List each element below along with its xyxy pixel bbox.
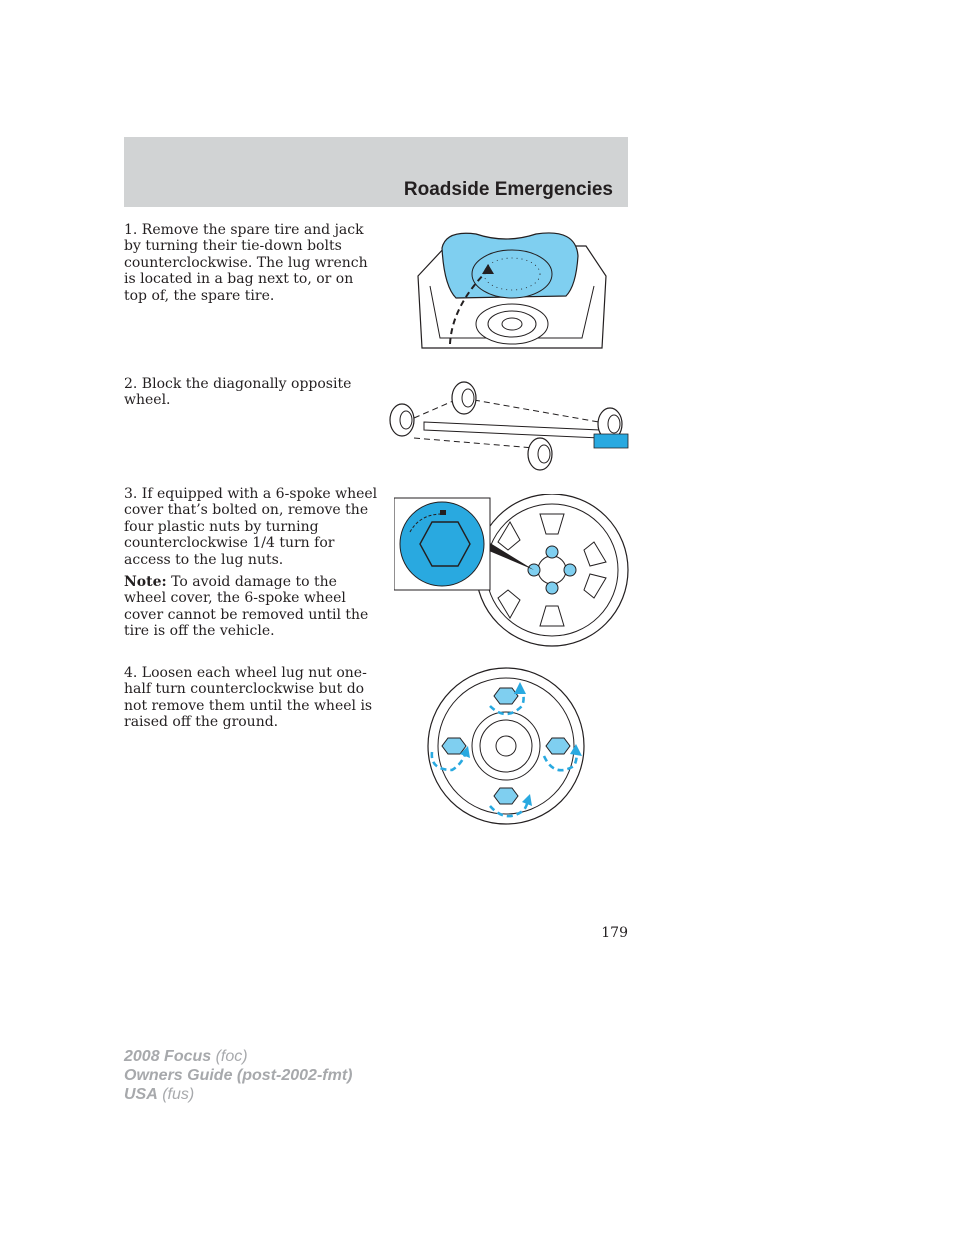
footer-guide: Owners Guide (post-2002-fmt) bbox=[124, 1067, 353, 1084]
step-3-text: 3. If equipped with a 6-spoke wheel cover that’s bolted on, remove the four plastic nuts by turning counterclockwise 1/4 turn for access to the lug nuts. bbox=[124, 486, 378, 568]
step-1-text: 1. Remove the spare tire and jack by turning their tie-down bolts counterclockwise. The lug wrench is located in a bag next to, or on top of, the spare tire. bbox=[124, 222, 368, 304]
footer-line-2 bbox=[124, 1066, 352, 1085]
section-title: Roadside Emergencies bbox=[403, 179, 613, 200]
footer-line-1 bbox=[124, 1047, 352, 1066]
footer-model-code: (foc) bbox=[211, 1048, 248, 1065]
footer-line-3 bbox=[124, 1085, 352, 1104]
step-4-text: 4. Loosen each wheel lug nut one-half turn counterclockwise but do not remove them until the wheel is raised off the ground. bbox=[124, 665, 373, 731]
footer-market: USA bbox=[124, 1086, 158, 1103]
figure-wheel-cover bbox=[394, 494, 630, 648]
footer bbox=[124, 1047, 352, 1104]
footer-model: 2008 Focus bbox=[124, 1048, 212, 1065]
note-paragraph bbox=[124, 574, 380, 640]
footer-market-code: (fus) bbox=[157, 1086, 195, 1103]
figure-block-wheel bbox=[384, 378, 630, 474]
step-2-text: 2. Block the diagonally opposite wheel. bbox=[124, 376, 352, 409]
page-number: 179 bbox=[601, 925, 628, 941]
note-label: Note: bbox=[124, 574, 167, 590]
header-band bbox=[124, 137, 628, 207]
figure-lug-nuts bbox=[426, 666, 590, 830]
figure-spare-tire-trunk bbox=[416, 226, 608, 352]
note-text: To avoid damage to the wheel cover, the 6-spoke wheel cover cannot be removed until the tire is off the vehicle. bbox=[124, 574, 369, 640]
